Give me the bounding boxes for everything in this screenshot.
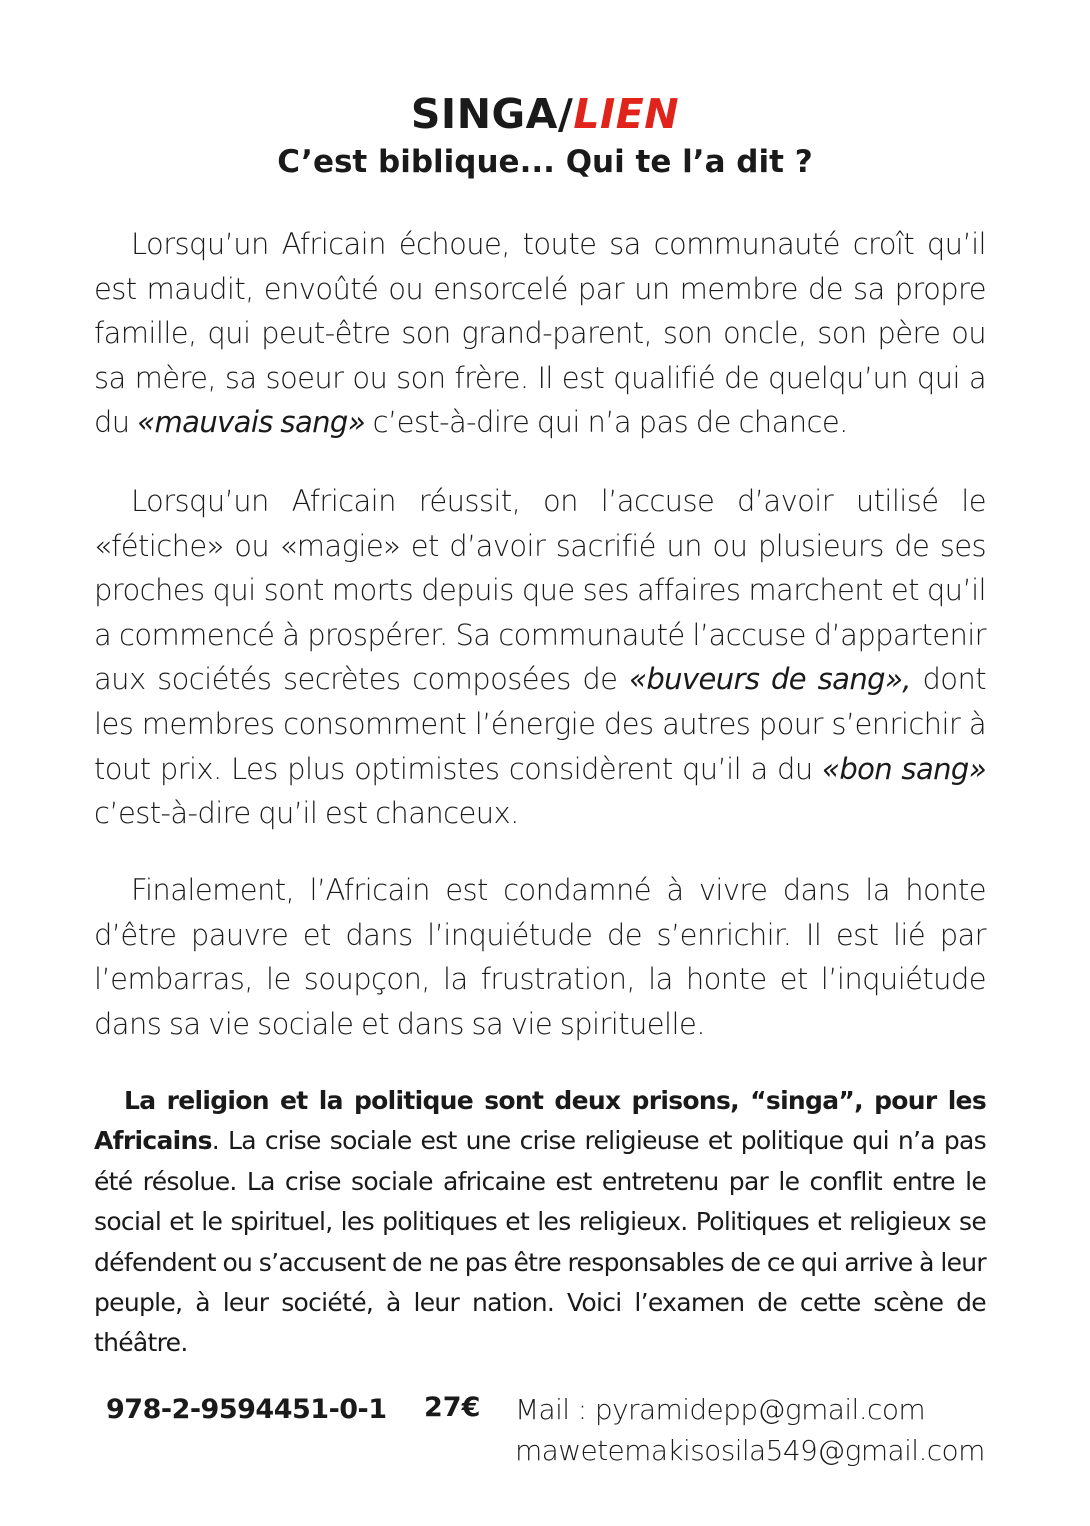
isbn: 978-2-9594451-0-1 [106,1394,387,1425]
mail-line-2: mawetemakisosila549@gmail.com [515,1434,985,1467]
paragraph-3 [94,868,986,1046]
paragraph-2 [94,479,986,836]
title-accent: LIEN [573,90,680,138]
mail-line-1: Mail : pyramidepp@gmail.com [515,1393,926,1426]
paragraph-3-text: Finalement, l’Africain est condamné à vivre dans la honte d’être pauvre et dans l’inquiétude de s’enrichir. Il est lié par l’embarras, le soupçon, la frustration, la honte et l’inquiétude dans sa vie sociale et dans sa vie spirituelle. [94,873,986,1041]
paragraph-2-text-a: Lorsqu’un Africain réussit, on l’accuse d’avoir utilisé le «fétiche» ou «magie» et d’avoir sacrifié un ou plusieurs de ses proches qui sont morts depuis que ses affaires marchent et qu’il a commencé à prospérer. Sa communauté l’accuse d’appartenir aux sociétés secrètes composées de [94,484,986,697]
paragraph-4-strong: La religion et la politique sont deux prisons, “singa”, pour les Africains [94,1086,986,1156]
paragraph-1-text-a: Lorsqu’un Africain échoue, toute sa communauté croît qu’il est maudit, envoûté ou ensorcelé par un membre de sa propre famille, qui peut-être son grand-parent, son oncle, son père ou sa mère, sa soeur ou son frère. Il est qualifié de quelqu’un qui a du [94,227,986,440]
paragraph-2-text-b: dont les membres consomment l’énergie des autres pour s’enrichir à tout prix. Les plus optimistes considèrent qu’il a du [94,662,986,786]
paragraph-4-rest: . La crise sociale est une crise religieuse et politique qui n’a pas été résolue. La crise sociale africaine est entretenu par le conflit entre le social et le spirituel, les politiques et les religieux. Politiques et religieux se défendent ou s’accusent de ne pas être responsables de ce qui arrive à leur peuple, à leur société, à leur nation. Voici l’examen de cette scène de théâtre. [94,1126,986,1358]
paragraph-1 [94,222,986,445]
title-main: SINGA/ [410,90,574,138]
contact-mail [515,1389,985,1471]
book-subtitle: C’est biblique... Qui te l’a dit ? [277,144,813,180]
paragraph-2-text-c: c’est-à-dire qu’il est chanceux. [94,796,519,831]
price: 27€ [424,1392,481,1423]
paragraph-2-emphasis-2: «bon sang» [822,751,986,786]
paragraph-1-emphasis: «mauvais sang» [137,405,366,440]
book-title [0,88,1090,140]
paragraph-2-emphasis-1: «buveurs de sang», [629,662,911,697]
paragraph-4 [94,1081,986,1364]
paragraph-1-text-b: c’est-à-dire qui n’a pas de chance. [365,405,848,440]
